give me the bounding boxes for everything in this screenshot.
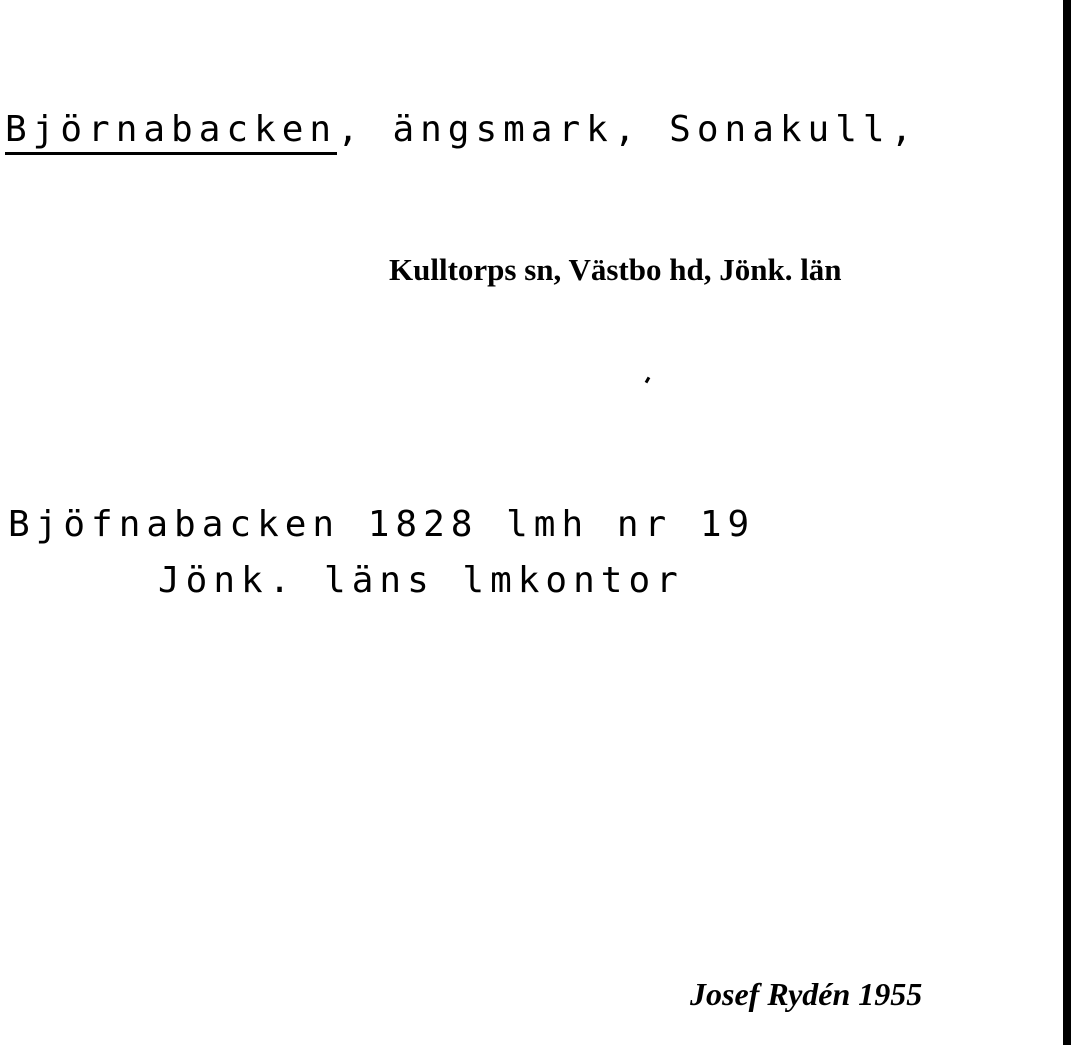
source-line-2: Jönk. läns lmkontor — [158, 560, 684, 601]
ink-speck — [645, 377, 651, 384]
parish-line: Kulltorps sn, Västbo hd, Jönk. län — [389, 252, 842, 287]
card-edge-line — [1063, 0, 1071, 1045]
signature: Josef Rydén 1955 — [690, 976, 923, 1012]
source-line-1: Bjöfnabacken 1828 lmh nr 19 — [8, 504, 756, 545]
headline-rest: , ängsmark, Sonakull, — [337, 109, 919, 150]
headline — [5, 109, 919, 150]
headword: Björnabacken — [5, 109, 337, 155]
